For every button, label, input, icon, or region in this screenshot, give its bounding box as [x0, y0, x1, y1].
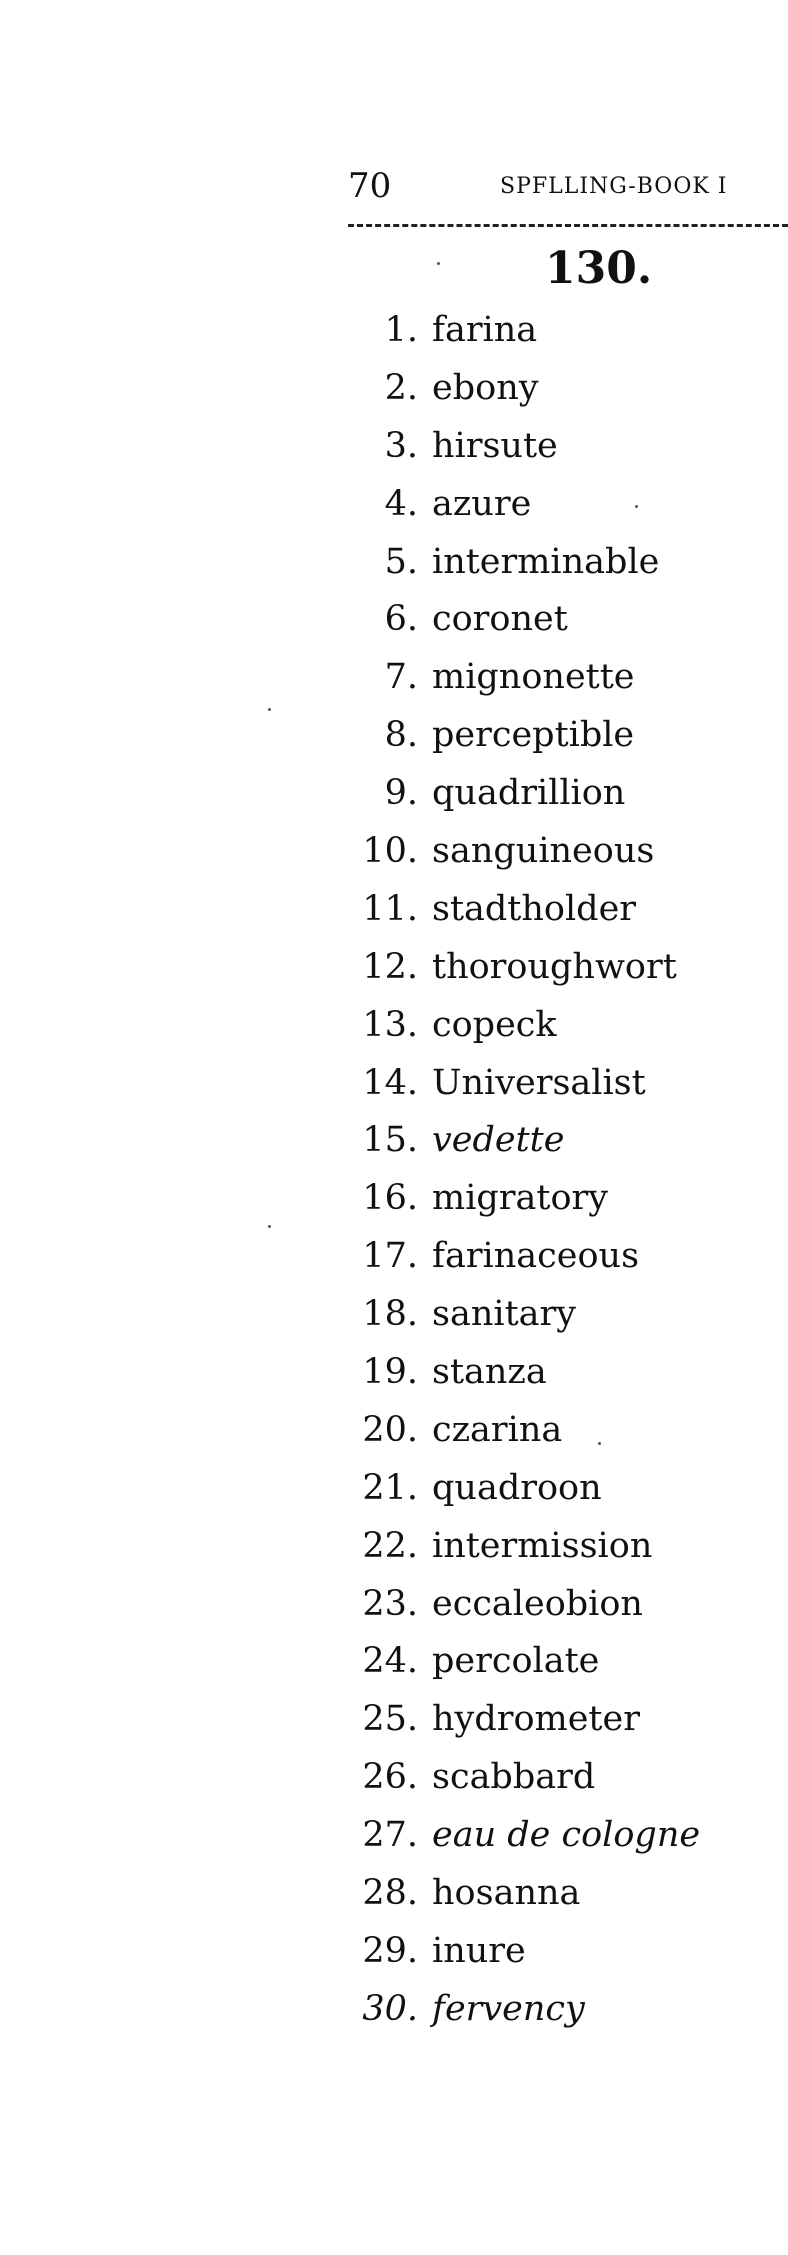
word-text: coronet [432, 599, 568, 640]
word-text: hydrometer [432, 1699, 640, 1740]
word-row-23 [330, 1581, 700, 1639]
page-header [348, 166, 788, 206]
print-speck [268, 1225, 271, 1228]
word-text: mignonette [432, 657, 635, 698]
spelling-word-list [330, 307, 700, 2044]
word-text: perceptible [432, 715, 635, 756]
print-speck [635, 505, 638, 508]
word-row-27 [330, 1812, 700, 1870]
word-row-30 [330, 1986, 700, 2044]
word-number: 25. [362, 1699, 418, 1740]
word-number: 23. [362, 1583, 418, 1624]
word-text: inure [432, 1930, 526, 1971]
word-text: interminable [432, 541, 660, 582]
word-number: 12. [362, 946, 418, 987]
word-number: 16. [362, 1178, 418, 1219]
word-number: 8. [384, 715, 418, 756]
word-number: 3. [384, 425, 418, 466]
word-row-22 [330, 1523, 700, 1581]
header-rule [348, 224, 788, 227]
word-number: 6. [384, 599, 418, 640]
word-number: 19. [362, 1352, 418, 1393]
word-text: vedette [432, 1120, 565, 1161]
word-row-8 [330, 712, 700, 770]
word-number: 26. [362, 1757, 418, 1798]
word-row-29 [330, 1928, 700, 1986]
word-number: 13. [362, 1004, 418, 1045]
word-text: fervency [432, 1988, 585, 2029]
word-number: 20. [362, 1409, 418, 1450]
print-speck [598, 1442, 601, 1445]
word-text: percolate [432, 1641, 600, 1682]
word-number: 14. [362, 1062, 418, 1103]
word-row-20 [330, 1407, 700, 1465]
word-number: 10. [362, 831, 418, 872]
word-row-10 [330, 828, 700, 886]
word-row-18 [330, 1291, 700, 1349]
word-number: 1. [384, 310, 418, 350]
word-row-25 [330, 1696, 700, 1754]
word-row-3 [330, 423, 700, 481]
word-number: 27. [362, 1815, 418, 1856]
word-text: scabbard [432, 1757, 596, 1798]
word-text: quadrillion [432, 773, 626, 814]
word-number: 29. [362, 1930, 418, 1971]
word-text: intermission [432, 1525, 653, 1566]
word-number: 9. [384, 773, 418, 814]
word-text: ebony [432, 367, 539, 408]
word-row-12 [330, 944, 700, 1002]
word-row-28 [330, 1870, 700, 1928]
word-text: sanguineous [432, 831, 655, 872]
word-row-13 [330, 1002, 700, 1060]
word-text: eau de cologne [432, 1815, 701, 1856]
word-number: 22. [362, 1525, 418, 1566]
word-text: stadtholder [432, 888, 637, 929]
word-row-21 [330, 1465, 700, 1523]
word-row-7 [330, 654, 700, 712]
word-row-5 [330, 539, 700, 597]
word-row-6 [330, 596, 700, 654]
word-text: czarina [432, 1409, 563, 1450]
word-text: farina [432, 310, 538, 350]
word-row-11 [330, 886, 700, 944]
word-row-15 [330, 1117, 700, 1175]
word-text: hirsute [432, 425, 558, 466]
word-text: hosanna [432, 1873, 581, 1914]
word-row-4 [330, 481, 700, 539]
word-number: 7. [384, 657, 418, 698]
word-number: 11. [362, 888, 418, 929]
word-text: thoroughwort [432, 946, 677, 987]
running-head: SPFLLING-BOOK I [500, 174, 728, 199]
page-number: 70 [348, 166, 392, 206]
word-number: 15. [362, 1120, 418, 1161]
word-text: eccaleobion [432, 1583, 643, 1624]
section-number: 130. [545, 243, 653, 294]
word-number: 28. [362, 1873, 418, 1914]
word-row-17 [330, 1233, 700, 1291]
word-number: 2. [384, 367, 418, 408]
word-number: 18. [362, 1294, 418, 1335]
word-text: azure [432, 483, 532, 524]
word-row-1 [330, 307, 700, 365]
word-text: sanitary [432, 1294, 576, 1335]
word-text: quadroon [432, 1467, 602, 1508]
word-number: 21. [362, 1467, 418, 1508]
word-number: 17. [362, 1236, 418, 1277]
word-row-2 [330, 365, 700, 423]
word-number: 24. [362, 1641, 418, 1682]
word-number: 4. [384, 483, 418, 524]
word-row-24 [330, 1638, 700, 1696]
print-speck [437, 262, 440, 265]
print-speck [268, 708, 271, 711]
word-text: migratory [432, 1178, 609, 1219]
word-text: farinaceous [432, 1236, 640, 1277]
word-text: Universalist [432, 1062, 646, 1103]
word-text: stanza [432, 1352, 547, 1393]
word-text: copeck [432, 1004, 557, 1045]
word-number: 30. [362, 1988, 418, 2029]
word-row-14 [330, 1060, 700, 1118]
word-number: 5. [384, 541, 418, 582]
word-row-9 [330, 770, 700, 828]
word-row-26 [330, 1754, 700, 1812]
word-row-16 [330, 1175, 700, 1233]
word-row-19 [330, 1349, 700, 1407]
